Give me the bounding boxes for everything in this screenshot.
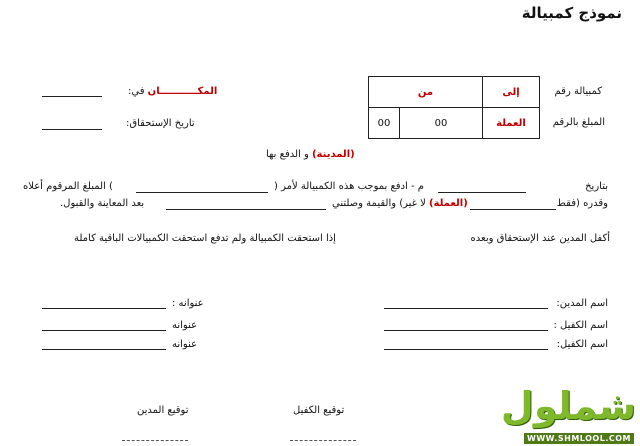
body-amount-text: ) المبلغ المرقوم أعلاه: [23, 181, 113, 192]
bill-number-label: كمبيالة رقم: [554, 86, 602, 97]
guarantor-name-label-1: اسم الكفيل :: [553, 320, 608, 331]
to-cell: إلى: [483, 77, 540, 108]
sum-line: [470, 209, 556, 210]
value-line: [166, 209, 326, 210]
body-currency: [332, 198, 468, 210]
acceleration-clause: إذا استحقت الكمبيالة ولم تدفع استحقت الكمبيالات الباقية كاملة: [74, 233, 336, 244]
place-red-label: المكـــــــــــان: [147, 86, 218, 97]
address-line-3: [42, 349, 166, 350]
debtor-signature-label: توقيع المدين: [137, 405, 189, 416]
body-currency-red: (العملة): [428, 198, 468, 209]
from-cell: من: [369, 77, 483, 108]
body-order-text: م - ادفع بموجب هذه الكمبيالة لأمر (: [274, 181, 424, 192]
address-label-2: عنوانه: [172, 320, 198, 331]
place-label: [128, 86, 217, 98]
site-logo: [476, 384, 636, 444]
currency-cell: العملة: [483, 108, 540, 139]
logo-url: WWW.SHMLOOL.COM: [524, 433, 634, 444]
guarantor-name-line-2: [384, 349, 548, 350]
guarantor-name-label-2: اسم الكفيل:: [556, 339, 608, 350]
logo-text: شملول: [500, 384, 636, 428]
address-label-3: عنوانه: [172, 339, 198, 350]
address-line-2: [42, 330, 166, 331]
address-label-1: عنوانه :: [172, 298, 204, 309]
amount-cell-large: 00: [400, 108, 483, 139]
guarantee-clause: أكفل المدين عند الإستحقاق وبعده: [470, 233, 610, 244]
document-title: نموذج كمبيالة: [521, 4, 622, 22]
payee-line: [136, 192, 268, 193]
amount-cell-small: 00: [369, 108, 400, 139]
guarantor-signature-line: [290, 440, 356, 441]
amount-in-digits-label: المبلغ بالرقم: [552, 117, 605, 128]
body-value-received: لا غير) والقيمة وصلتني: [332, 198, 426, 209]
place-suffix: في:: [128, 86, 148, 97]
guarantor-signature-label: توقيع الكفيل: [293, 405, 345, 416]
due-date-label: تاريخ الإستحقاق:: [126, 118, 195, 129]
body-inspection-text: بعد المعاينة والقبول.: [60, 198, 145, 209]
city-line-rest: و الدفع بها: [266, 149, 312, 160]
bill-header-table: [368, 76, 540, 139]
guarantor-name-line-1: [384, 330, 548, 331]
body-sum-label: وقدره (فقط: [556, 198, 608, 209]
place-line: [42, 96, 102, 97]
due-date-line: [42, 129, 102, 130]
body-date-line: [438, 192, 526, 193]
city-red-label: (المدينة): [311, 149, 355, 160]
body-date-label: بتاريخ: [585, 181, 608, 192]
debtor-signature-line: [122, 440, 188, 441]
debtor-name-label: اسم المدين:: [556, 298, 608, 309]
debtor-name-line: [384, 308, 548, 309]
city-line: [266, 149, 355, 161]
address-line-1: [42, 308, 166, 309]
